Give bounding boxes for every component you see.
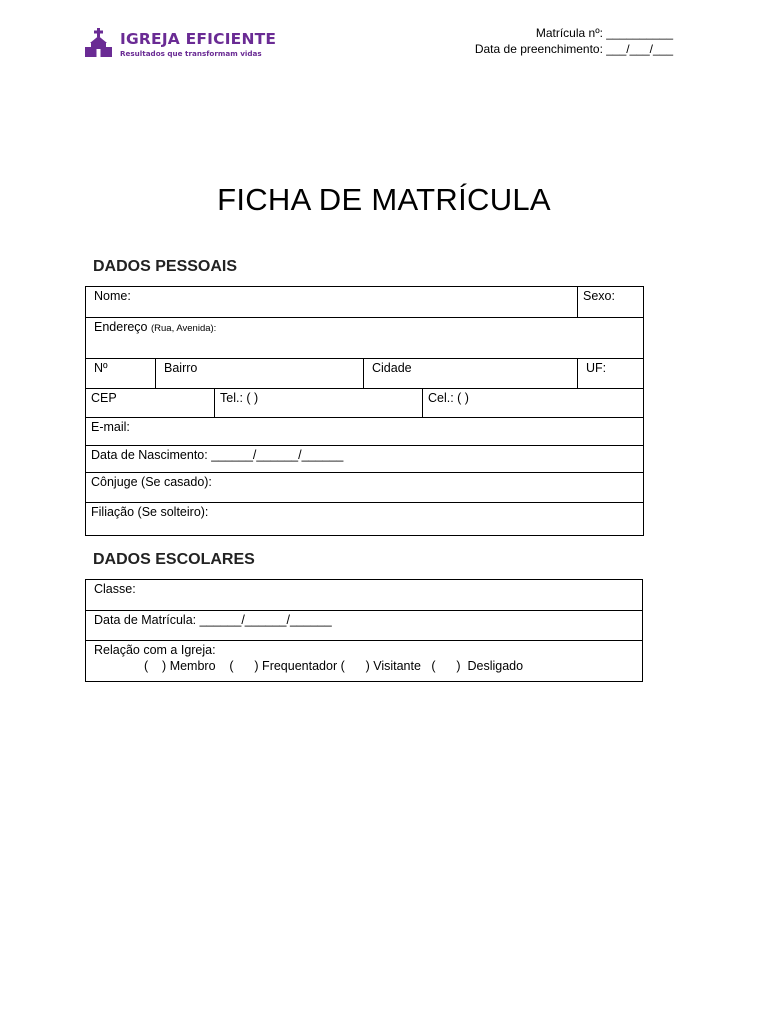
birth-date-field[interactable] [86, 446, 644, 473]
class-label: Classe: [94, 582, 136, 596]
nome-label: Nome: [94, 289, 131, 303]
uf-field[interactable] [578, 359, 644, 389]
school-data-table [85, 579, 643, 682]
header-info [475, 26, 673, 57]
email-field[interactable] [86, 418, 644, 446]
logo-name: IGREJA EFICIENTE [120, 30, 277, 48]
sexo-label: Sexo: [583, 289, 615, 303]
parents-label: Filiação (Se solteiro): [91, 505, 209, 519]
parents-field[interactable] [86, 503, 644, 536]
endereco-label: Endereço [94, 320, 148, 334]
numero-field[interactable] [86, 359, 156, 389]
spouse-label: Cônjuge (Se casado): [91, 475, 212, 489]
logo [84, 28, 277, 60]
cidade-label: Cidade [372, 361, 412, 375]
cep-label: CEP [91, 391, 117, 405]
tel-label: Tel.: ( ) [220, 391, 259, 405]
cel-label: Cel.: ( ) [428, 391, 469, 405]
church-relation-label: Relação com a Igreja: [94, 643, 216, 657]
logo-tagline: Resultados que transformam vidas [120, 49, 262, 58]
church-relation-options[interactable]: ( ) Membro ( ) Frequentador ( ) Visitante ( ) Desligado [144, 659, 524, 673]
sexo-field[interactable] [578, 287, 644, 318]
personal-data-heading: DADOS PESSOAIS [93, 258, 238, 275]
uf-label: UF: [586, 361, 607, 375]
cel-field[interactable] [423, 389, 644, 418]
endereco-note: (Rua, Avenida): [151, 323, 217, 334]
nome-field[interactable] [86, 287, 578, 318]
cep-field[interactable] [86, 389, 215, 418]
church-icon [84, 28, 114, 58]
spouse-field[interactable] [86, 473, 644, 503]
bairro-label: Bairro [164, 361, 198, 375]
cidade-field[interactable] [364, 359, 578, 389]
class-field[interactable] [86, 580, 643, 611]
email-label: E-mail: [91, 420, 130, 434]
endereco-field[interactable] [86, 318, 644, 359]
enrollment-date-label: Data de Matrícula: ______/______/______ [94, 613, 332, 627]
page-title: FICHA DE MATRÍCULA [217, 182, 551, 217]
personal-data-table [85, 286, 644, 536]
tel-field[interactable] [215, 389, 423, 418]
numero-label: Nº [94, 361, 108, 375]
bairro-field[interactable] [156, 359, 364, 389]
fill-date-field[interactable]: Data de preenchimento: ___/___/___ [474, 41, 673, 56]
enrollment-date-field[interactable] [86, 611, 643, 641]
birth-date-label: Data de Nascimento: ______/______/______ [91, 448, 344, 462]
school-data-heading: DADOS ESCOLARES [93, 551, 255, 568]
church-relation-field [86, 641, 643, 682]
registration-number-field[interactable]: Matrícula nº: __________ [535, 26, 673, 40]
